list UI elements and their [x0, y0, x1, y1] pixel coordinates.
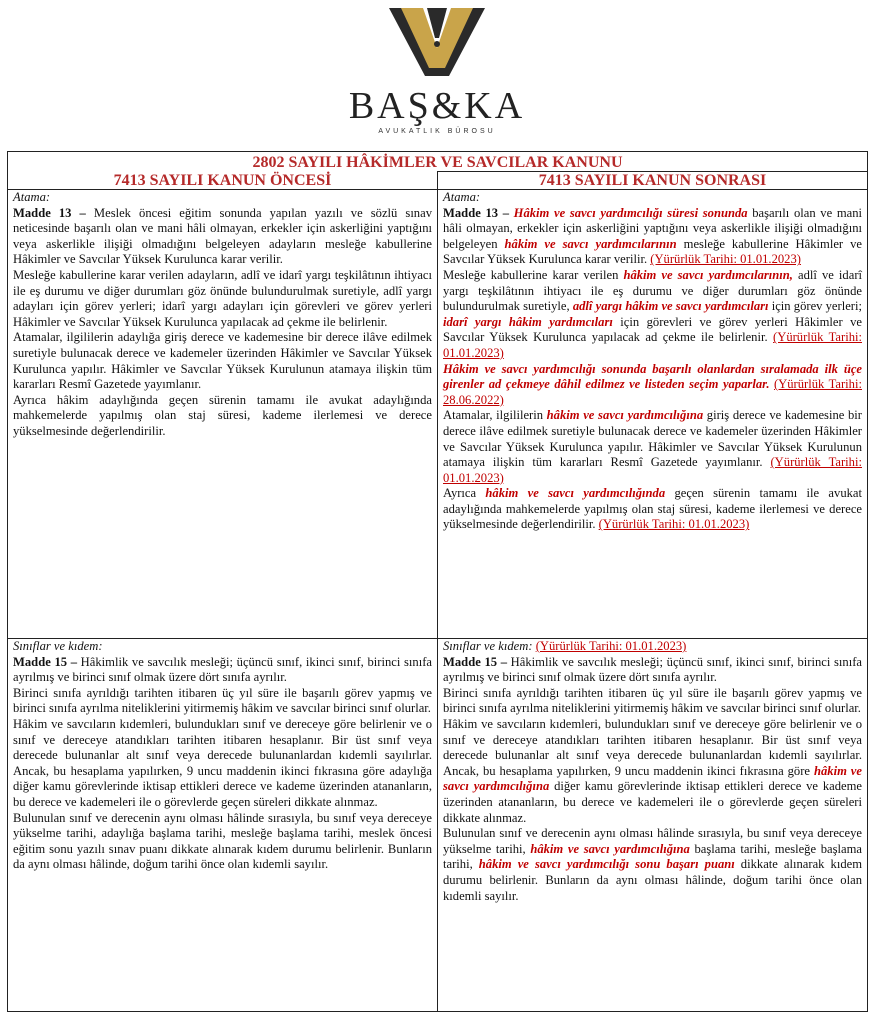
- pen-nib-icon: [387, 4, 487, 84]
- amended-text: hâkim ve savcı yardımcılarının: [504, 236, 677, 251]
- amended-text: hâkim ve savcı yardımcılığı sonu başarı puanı: [478, 857, 735, 872]
- amended-text: hâkim ve savcı yardımcılığına: [443, 763, 862, 794]
- effective-date: (Yürürlük Tarihi: 01.01.2023): [535, 639, 687, 653]
- article-lead: Madde 13 –: [443, 205, 509, 220]
- amended-text: Hâkim ve savcı yardımcılığı süresi sonunda: [513, 205, 748, 220]
- effective-date: (Yürürlük Tarihi: 01.01.2023): [650, 252, 801, 267]
- paragraph: Birinci sınıfa ayrıldığı tarihten itibaren üç yıl süre ile başarılı görev yapmış ve birinci sınıfa ayrılma niteliklerini yitirmemiş hâkim ve savcılar birinci sınıf olurlar.: [13, 685, 432, 716]
- paragraph: Ayrıca hâkim ve savcı yardımcılığında geçen sürenin tamamı ile avukat adaylığında mahkemelerde yapılmış olan staj süresi, kademe ilerlemesi ve derece yükselmesinde değerlendirilir. (Yürürlük Tarihi: 01.01.2023): [443, 486, 863, 532]
- paragraph: Madde 15 – Hâkimlik ve savcılık mesleği; üçüncü sınıf, ikinci sınıf, birinci sınıfa ayrılmış ve birinci sınıf olmak üzere dört sınıfa ayrılır.: [443, 654, 862, 685]
- amended-text: hâkim ve savcı yardımcılığına: [530, 841, 690, 856]
- effective-date: (Yürürlük Tarihi: 01.01.2023): [598, 517, 750, 532]
- effective-date: (Yürürlük Tarihi: 28.06.2022): [443, 377, 862, 407]
- paragraph: Madde 15 – Hâkimlik ve savcılık mesleği; üçüncü sınıf, ikinci sınıf, birinci sınıfa ayrılmış ve birinci sınıf olmak üzere dört sınıfa ayrılır.: [13, 654, 432, 685]
- amended-text: Hâkim ve savcı yardımcılığı sonunda başarılı olanlardan sıralamada ilk üçe girenler ad çekmeye dâhil edilmez ve listeden seçim yaparlar.: [443, 361, 862, 392]
- paragraph: Ayrıca hâkim adaylığında geçen sürenin tamamı ile avukat adaylığında mahkemelerde yapılmış olan staj süresi, kademe ilerlemesi ve derece yükselmesinde değerlendirilir.: [13, 392, 432, 438]
- paragraph: Madde 13 – Meslek öncesi eğitim sonunda yapılan yazılı ve sözlü sınav neticesinde başarılı olan ve mani hâli olmayan, erkekler için askerliğini yaptığını veya askerlikle ilişiği olmadığını belgeleyen adayların mesleğe kabullerine Hâkimler ve Savcılar Yüksek Kurulunca karar verilir.: [13, 205, 432, 267]
- amended-text: hâkim ve savcı yardımcılığında: [485, 486, 666, 501]
- paragraph: Hâkim ve savcıların kıdemleri, bulundukları sınıf ve dereceye göre belirlenir ve o sınıf ve dereceye atandıkları tarihten itibaren hesaplanır. Bir üst sınıf veya derecede bulunanlar alt sınıf veya derecede bulunanlardan kıdemli sayılırlar. Ancak, bu hesaplama yapılırken, 9 uncu maddenin ikinci fıkrasına göre hâkim ve savcı yardımcılığına diğer kamu görevlerinde iktisap ettikleri derece ve kademe üzerinden atananların, bu derece ve kademeleri ile o görevlerde geçen süreleri dikkate alınmaz.: [443, 716, 862, 825]
- paragraph: Bulunulan sınıf ve derecenin aynı olması hâlinde sırasıyla, bu sınıf veya dereceye yükselme tarihi, adaylığa başlama tarihi, mesleğe başlama tarihi, meslek öncesi eğitim sonu yazılı sınav puanı dikkate alınarak kıdem durumu belirlenir. Bunların da aynı olması hâlinde, doğum tarihi önce olan kıdemli sayılır.: [13, 810, 432, 872]
- amended-text: idarî yargı hâkim yardımcıları: [443, 314, 613, 329]
- section-heading: Atama:: [13, 190, 51, 204]
- brand-subtitle: AVUKATLIK BÜROSU: [378, 128, 496, 135]
- amended-text: hâkim ve savcı yardımcılarının,: [623, 267, 793, 282]
- article-13-after: [438, 190, 868, 639]
- paragraph: Birinci sınıfa ayrıldığı tarihten itibaren üç yıl süre ile başarılı görev yapmış ve birinci sınıfa ayrılma niteliklerini yitirmemiş hâkim ve savcılar birinci sınıf olurlar.: [443, 685, 862, 716]
- section-heading: Atama:: [443, 190, 481, 204]
- article-13-before: [8, 190, 438, 639]
- paragraph: Hâkim ve savcıların kıdemleri, bulundukları sınıf ve dereceye göre belirlenir ve o sınıf ve dereceye atandıkları tarihten itibaren hesaplanır. Bir üst sınıf veya derecede bulunanlar alt sınıf veya derecede bulunanlardan kıdemli sayılırlar. Ancak, bu hesaplama yapılırken, 9 uncu maddenin ikinci fıkrasına göre adaylığa diğer kamu görevlerinde iktisap ettikleri derece ve kademe üzerinden atananların, bu derece ve kademeleri ile o görevlerde geçen süreleri dikkate alınmaz.: [13, 716, 432, 809]
- paragraph: Madde 13 – Hâkim ve savcı yardımcılığı süresi sonunda başarılı olan ve mani hâli olmayan, erkekler için askerliğini yaptığını veya askerlikle ilişiği olmadığını belgeleyen hâkim ve savcı yardımcılarının mesleğe kabullerine Hâkimler ve Savcılar Yüksek Kurulunca karar verilir. (Yürürlük Tarihi: 01.01.2023): [443, 205, 863, 267]
- article-lead: Madde 13 –: [13, 205, 86, 220]
- comparison-table: [7, 151, 868, 1012]
- article-lead: Madde 15 –: [13, 654, 78, 669]
- table-title: 2802 SAYILI HÂKİMLER VE SAVCILAR KANUNU: [8, 152, 868, 172]
- section-heading: Sınıflar ve kıdem:: [443, 639, 533, 653]
- paragraph: [443, 362, 862, 409]
- effective-date: (Yürürlük Tarihi: 01.01.2023): [443, 455, 862, 485]
- paragraph: Bulunulan sınıf ve derecenin aynı olması hâlinde sırasıyla, bu sınıf veya dereceye yükselme tarihi, hâkim ve savcı yardımcılığına başlama tarihi, mesleğe başlama tarihi, hâkim ve savcı yardımcılığı sonu başarı puanı dikkate alınarak kıdem durumu belirlenir. Bunların da aynı olması hâlinde, doğum tarihi önce olan kıdemli sayılır.: [443, 826, 863, 903]
- column-header-after: 7413 SAYILI KANUN SONRASI: [438, 172, 868, 190]
- paragraph: Atamalar, ilgililerin adaylığa giriş derece ve kademesine bir derece ilâve edilmek suretiyle bulunacak derece ve kademeler üzerinden Hâkimler ve Savcılar Yüksek Kurulunca yapılır. Hâkimler ve Savcılar Yüksek Kurulunun atamaya ilişkin tüm kararları Resmî Gazetede yayımlanır.: [13, 330, 432, 392]
- section-heading: Sınıflar ve kıdem:: [13, 639, 103, 653]
- paragraph: Mesleğe kabullerine karar verilen adayların, adlî ve idarî yargı teşkilâtının ihtiyacı ile eş durumu ve diğer durumları göz önünde bulundurulmak suretiyle, adlî yargı adayları için görev yerleri; idarî yargı adayları için görevleri ve görev yerleri Hâkimler ve Savcılar Yüksek Kurulunca yapılacak ad çekme ile belirlenir.: [13, 267, 432, 329]
- firm-logo: [0, 0, 874, 148]
- paragraph: [443, 639, 862, 655]
- brand-name: BAŞ&KA: [348, 85, 526, 127]
- paragraph: Atamalar, ilgililerin hâkim ve savcı yardımcılığına giriş derece ve kademesine bir derece ilâve edilmek suretiyle bulunacak derece ve kademeler üzerinden Hâkimler ve Savcılar Yüksek Kurulunca yapılır. Hâkimler ve Savcılar Yüksek Kurulunun atamaya ilişkin tüm kararları Resmî Gazetede yayımlanır. (Yürürlük Tarihi: 01.01.2023): [443, 408, 862, 485]
- article-15-before: [8, 639, 438, 1012]
- article-15-after: [438, 639, 868, 1012]
- effective-date: (Yürürlük Tarihi: 01.01.2023): [443, 330, 862, 360]
- article-lead: Madde 15 –: [443, 654, 508, 669]
- amended-text: adlî yargı hâkim ve savcı yardımcıları: [572, 299, 769, 314]
- paragraph: Mesleğe kabullerine karar verilen hâkim ve savcı yardımcılarının, adlî ve idarî yargı teşkilâtının ihtiyacı ile eş durumu ve diğer durumları göz önünde bulundurulmak suretiyle, adlî yargı hâkim ve savcı yardımcıları için görev yerleri; idarî yargı hâkim yardımcıları için görevleri ve görev yerleri Hâkimler ve Savcılar Yüksek Kurulunca yapılacak ad çekme ile belirlenir. (Yürürlük Tarihi: 01.01.2023): [443, 267, 863, 360]
- column-header-before: 7413 SAYILI KANUN ÖNCESİ: [8, 172, 438, 190]
- amended-text: hâkim ve savcı yardımcılığına: [546, 408, 704, 423]
